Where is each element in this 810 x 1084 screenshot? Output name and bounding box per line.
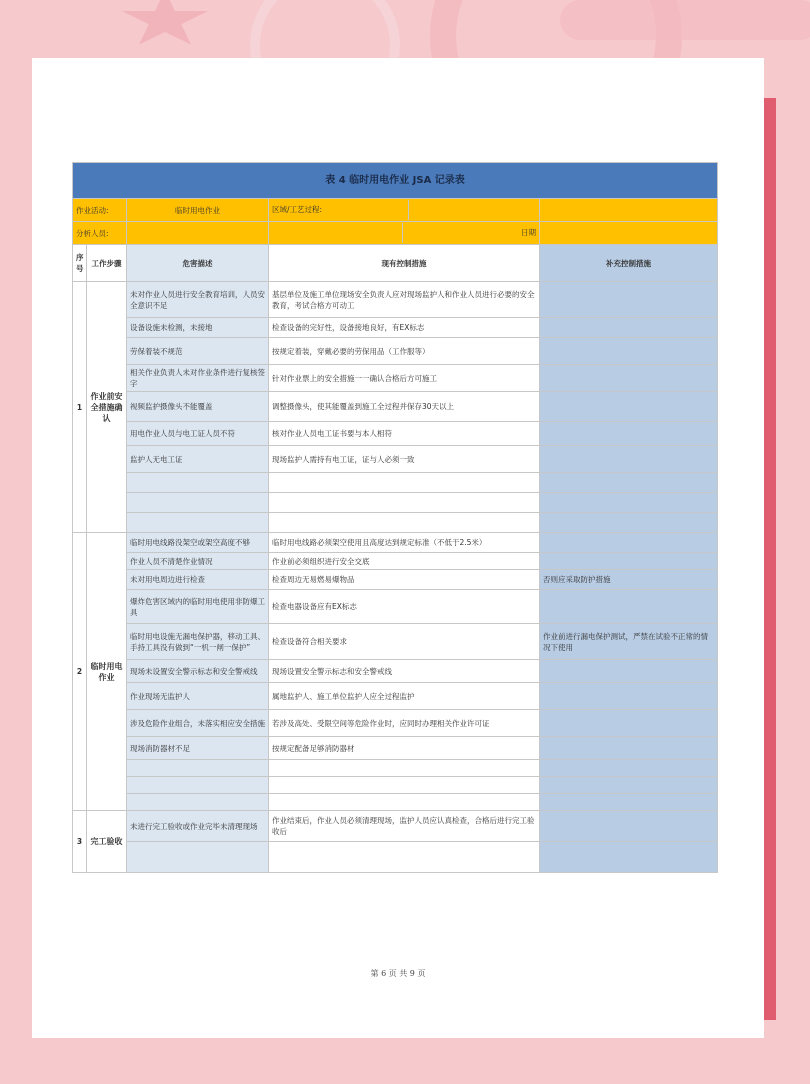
analyst-value <box>127 222 269 245</box>
hazard-cell: 设备设施未检测，未接地 <box>127 318 269 338</box>
jsa-record-table <box>72 162 718 873</box>
supplement-cell <box>540 365 718 392</box>
row-number: 2 <box>73 533 87 811</box>
table-row <box>73 660 718 683</box>
control-cell: 检查电器设备应有EX标志 <box>269 590 540 624</box>
control-cell: 作业前必须组织进行安全交底 <box>269 553 540 570</box>
table-row <box>73 422 718 446</box>
hazard-cell: 作业现场无监护人 <box>127 683 269 710</box>
control-cell: 按规定着装，穿戴必要的劳保用品（工作服等） <box>269 338 540 365</box>
hazard-cell: 未进行完工验收或作业完毕未清理现场 <box>127 811 269 842</box>
supplement-cell <box>540 683 718 710</box>
control-cell: 检查周边无易燃易爆物品 <box>269 570 540 590</box>
hazard-cell: 现场消防器材不足 <box>127 737 269 760</box>
header-supplement: 补充控制措施 <box>540 245 718 282</box>
supplement-cell <box>540 493 718 513</box>
background-blob-decoration <box>560 0 810 40</box>
table-row <box>73 533 718 553</box>
control-cell <box>269 513 540 533</box>
control-cell: 基层单位及施工单位现场安全负责人应对现场监护人和作业人员进行必要的安全教育，考试合格方可动工 <box>269 282 540 318</box>
control-cell <box>269 493 540 513</box>
header-seq: 序号 <box>73 245 87 282</box>
table-row <box>73 446 718 473</box>
header-hazard: 危害描述 <box>127 245 269 282</box>
control-cell <box>269 777 540 794</box>
control-cell: 临时用电线路必须架空使用且高度达到规定标准（不低于2.5米） <box>269 533 540 553</box>
control-cell: 检查设备符合相关要求 <box>269 624 540 660</box>
control-cell: 调整摄像头，使其能覆盖到施工全过程并保存30天以上 <box>269 392 540 422</box>
control-cell: 按规定配备足够消防器材 <box>269 737 540 760</box>
header-row <box>73 245 718 282</box>
supplement-cell <box>540 422 718 446</box>
supplement-cell <box>540 513 718 533</box>
control-cell: 检查设备的完好性，设备接地良好，有EX标志 <box>269 318 540 338</box>
table-row <box>73 590 718 624</box>
table-row <box>73 842 718 873</box>
table-row <box>73 392 718 422</box>
table-row <box>73 624 718 660</box>
analyst-row <box>73 222 718 245</box>
hazard-cell: 相关作业负责人未对作业条件进行复核签字 <box>127 365 269 392</box>
hazard-cell: 爆炸危害区域内的临时用电使用非防爆工具 <box>127 590 269 624</box>
hazard-cell <box>127 513 269 533</box>
control-cell: 核对作业人员电工证书要与本人相符 <box>269 422 540 446</box>
table-row <box>73 473 718 493</box>
hazard-cell <box>127 760 269 777</box>
table-row <box>73 338 718 365</box>
table-title: 表 4 临时用电作业 JSA 记录表 <box>73 163 718 199</box>
supplement-cell <box>540 392 718 422</box>
activity-extra-cell <box>540 199 718 222</box>
control-cell <box>269 760 540 777</box>
supplement-cell <box>540 318 718 338</box>
hazard-cell: 劳保着装不规范 <box>127 338 269 365</box>
hazard-cell: 作业人员不清楚作业情况 <box>127 553 269 570</box>
table-row <box>73 683 718 710</box>
hazard-cell: 视频监护摄像头不能覆盖 <box>127 392 269 422</box>
work-step: 临时用电作业 <box>87 533 127 811</box>
analyst-label: 分析人员: <box>73 222 127 245</box>
table-row <box>73 513 718 533</box>
work-step: 完工验收 <box>87 811 127 873</box>
supplement-cell <box>540 794 718 811</box>
red-edge-strip <box>764 98 776 1020</box>
table-row <box>73 737 718 760</box>
supplement-cell <box>540 660 718 683</box>
supplement-cell <box>540 338 718 365</box>
hazard-cell <box>127 842 269 873</box>
supplement-cell <box>540 737 718 760</box>
hazard-cell: 未对作业人员进行安全教育培训，人员安全意识不足 <box>127 282 269 318</box>
supplement-cell <box>540 760 718 777</box>
hazard-cell: 用电作业人员与电工证人员不符 <box>127 422 269 446</box>
control-cell: 现场监护人需持有电工证，证与人必须一致 <box>269 446 540 473</box>
supplement-cell <box>540 533 718 553</box>
row-number: 1 <box>73 282 87 533</box>
area-value <box>409 200 539 220</box>
supplement-cell: 否则应采取防护措施 <box>540 570 718 590</box>
table-row <box>73 710 718 737</box>
table-row <box>73 811 718 842</box>
background-star-decoration <box>120 0 210 50</box>
header-step: 工作步骤 <box>87 245 127 282</box>
supplement-cell <box>540 590 718 624</box>
table-row <box>73 365 718 392</box>
table-title-row <box>73 163 718 199</box>
hazard-cell: 临时用电设施无漏电保护器，移动工具、手持工具没有做到“一机一闸一保护” <box>127 624 269 660</box>
table-row <box>73 760 718 777</box>
hazard-cell: 未对用电周边进行检查 <box>127 570 269 590</box>
hazard-cell: 现场未设置安全警示标志和安全警戒线 <box>127 660 269 683</box>
supplement-cell <box>540 282 718 318</box>
table-row <box>73 553 718 570</box>
supplement-cell <box>540 842 718 873</box>
hazard-cell <box>127 777 269 794</box>
hazard-cell: 监护人无电工证 <box>127 446 269 473</box>
date-label: 日期 <box>521 228 536 237</box>
activity-value: 临时用电作业 <box>127 199 269 222</box>
date-value <box>540 222 718 245</box>
table-row <box>73 282 718 318</box>
row-number: 3 <box>73 811 87 873</box>
hazard-cell <box>127 493 269 513</box>
table-row <box>73 794 718 811</box>
control-cell <box>269 842 540 873</box>
supplement-cell <box>540 811 718 842</box>
page-footer: 第 6 页 共 9 页 <box>370 969 426 978</box>
area-label: 区域/工艺过程: <box>269 200 409 220</box>
control-cell: 现场设置安全警示标志和安全警戒线 <box>269 660 540 683</box>
supplement-cell <box>540 710 718 737</box>
table-row <box>73 570 718 590</box>
supplement-cell <box>540 473 718 493</box>
document-page <box>32 58 764 1038</box>
table-row <box>73 318 718 338</box>
table-row <box>73 493 718 513</box>
hazard-cell: 涉及危险作业组合，未落实相应安全措施 <box>127 710 269 737</box>
work-step: 作业前安全措施确认 <box>87 282 127 533</box>
control-cell: 属地监护人、施工单位监护人应全过程监护 <box>269 683 540 710</box>
supplement-cell <box>540 446 718 473</box>
hazard-cell <box>127 794 269 811</box>
hazard-cell <box>127 473 269 493</box>
header-existing: 现有控制措施 <box>269 245 540 282</box>
control-cell <box>269 794 540 811</box>
supplement-cell <box>540 777 718 794</box>
hazard-cell: 临时用电线路没架空或架空高度不够 <box>127 533 269 553</box>
control-cell: 作业结束后，作业人员必须清理现场，监护人员应认真检查，合格后进行完工验收后 <box>269 811 540 842</box>
table-row <box>73 777 718 794</box>
activity-label: 作业活动: <box>73 199 127 222</box>
supplement-cell: 作业前进行漏电保护测试，严禁在试验不正常的情况下使用 <box>540 624 718 660</box>
activity-row <box>73 199 718 222</box>
control-cell <box>269 473 540 493</box>
control-cell: 针对作业票上的安全措施一一确认合格后方可施工 <box>269 365 540 392</box>
control-cell: 若涉及高处、受限空间等危险作业时，应同时办理相关作业许可证 <box>269 710 540 737</box>
supplement-cell <box>540 553 718 570</box>
